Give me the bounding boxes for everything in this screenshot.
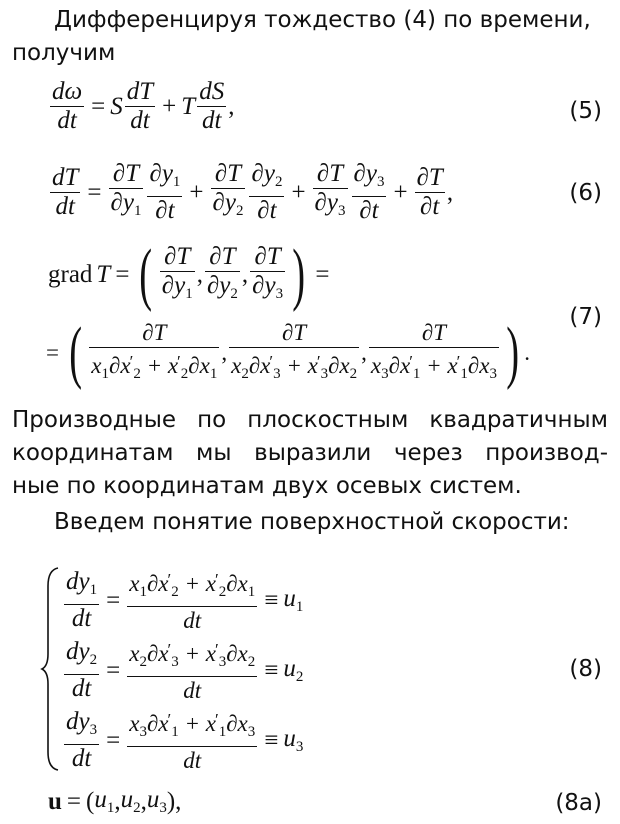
equation-number-8a: (8a) [555,790,602,816]
grad-operator: grad [48,261,93,288]
paragraph-1-line-1: Дифференцируя тождество (4) по времени, [54,7,591,33]
paragraph-1-line-2: получим [12,40,116,66]
equation-number-7: (7) [569,304,602,330]
equation-8a: u = ( $u_1$ , $u_2$ , $u_3$ ), [48,786,182,816]
equation-8-row-3: $\frac{dy_3}{dt}$ = $\frac{x_3\partial x'_1 + x'_1\partial x_3}{dt}$ ≡ $u_3$ [66,708,304,773]
paragraph-3-line-1: Введем понятие поверхностной скорости: [54,509,570,535]
equation-8-row-1: $\frac{dy_1}{dt}$ = $\frac{x_1\partial x'_2 + x'_2\partial x_1}{dt}$ ≡ $u_1$ [66,568,304,633]
equation-7-line-2: = ( $\frac{\partial T}{x_1\partial x'_2 + x'_2\partial x_1}$ , $\frac{\partial T}{x_2\partial x'_3 + x'_3\partial x_2}$ , $\frac{\partial T}{x_3\partial x'_1 + x'_1\partial x_3}$ ) . [46,314,530,391]
paragraph-2-line-1: Производные по плоскостным квадратичным [12,407,608,433]
system-brace-icon [40,566,62,772]
equation-8-row-2: $\frac{dy_2}{dt}$ = $\frac{x_2\partial x'_3 + x'_3\partial x_2}{dt}$ ≡ $u_2$ [66,638,304,703]
equation-number-6: (6) [569,180,602,206]
equation-number-5: (5) [569,98,602,124]
equation-5: $\frac{d\omega}{dt}$ = S $\frac{dT}{dt}$ + T $\frac{dS}{dt}$ , [52,78,235,134]
paragraph-2-line-2: координатам мы выразили через производ- [12,440,608,466]
equation-7-line-1: grad T = ( $\frac{\partial T}{\partial y_1}$ , $\frac{\partial T}{\partial y_2}$ , $\frac{\partial T}{\partial y_3}$ ) = [48,236,330,313]
paragraph-2-line-3: ные по координатам двух осевых систем. [12,473,522,499]
velocity-vector-symbol: u [48,787,62,815]
equation-6: $\frac{dT}{dt}$ = $\frac{\partial T}{\partial y_1}$ $\frac{\partial y_1}{\partial t}$ + $\frac{\partial T}{\partial y_2}$ $\frac{\partial y_2}{\partial t}$ + $\frac{\partial T}{\partial y_3}$ $\frac{\partial y_3}{\partial t}$ + $\frac{\partial T}{\partial t}$ , [52,160,454,224]
equation-number-8: (8) [569,656,602,682]
